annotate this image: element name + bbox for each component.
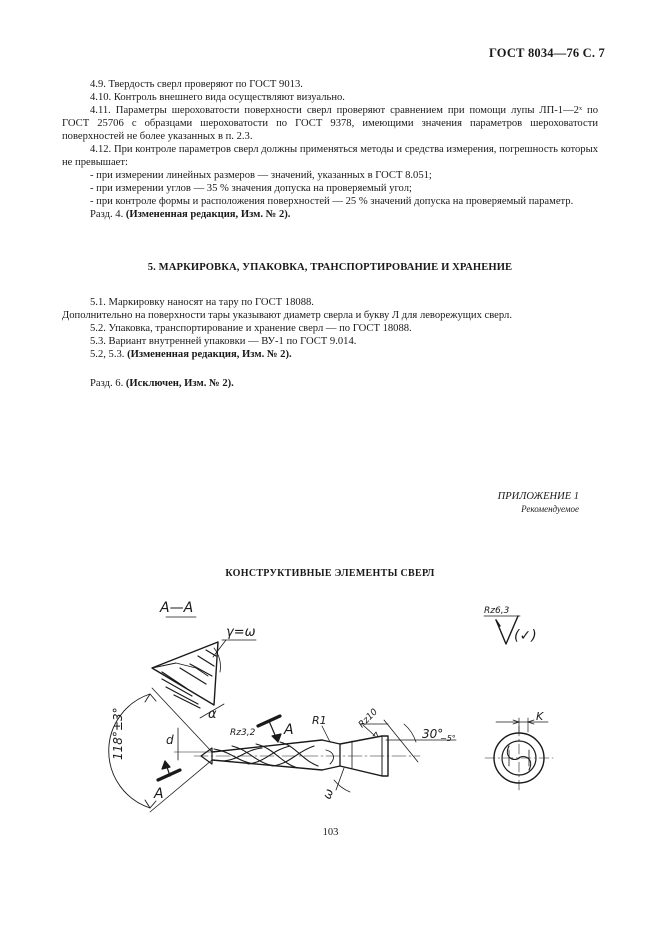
para-5-1: 5.1. Маркировку наносят на тару по ГОСТ 18088. (90, 297, 314, 308)
point-angle-label: 118°±3° (111, 707, 125, 760)
running-header: ГОСТ 8034—76 С. 7 (488, 46, 605, 60)
para-4-12: 4.12. При контроле параметров сверл должны применяться методы и средства измерения, погрешность которых не превышает: (62, 144, 598, 168)
bullet-item: - при измерении углов — 35 % значения допуска на проверяемый угол; (90, 183, 412, 194)
rz63-label: Rz6,3 (484, 606, 510, 616)
bullet-item: - при измерении линейных размеров — значений, указанных в ГОСТ 8.051; (90, 170, 432, 181)
alpha-label: α (208, 707, 217, 722)
roughness-paren-symbol: (✓) (514, 628, 537, 644)
section-a-bottom-label: А (154, 786, 164, 802)
r1-label: R1 (312, 714, 327, 727)
taper-angle-label: 30° (422, 727, 444, 741)
section-5-amendment: 5.2, 5.3. (Измененная редакция, Изм. № 2). (90, 349, 292, 360)
bullet-item: - при контроле формы и расположения поверхностей — 25 % значений допуска на проверяемый параметр. (90, 196, 574, 207)
rz10-label: Rz10 (357, 707, 380, 731)
gamma-label: γ=ω (226, 625, 256, 640)
section-a-a-label: А—А (160, 600, 194, 616)
para-4-11: 4.11. Параметры шероховатости поверхности сверл проверяют сравнением при помощи лупы ЛП-1—2ˣ по ГОСТ 25706 с образцами шероховатости по ГОСТ 9378, имеющими значения параметров шероховатости поверхностей не более указанных в п. 2.3. (62, 105, 598, 142)
section-5-title: 5. МАРКИРОВКА, УПАКОВКА, ТРАНСПОРТИРОВАНИЕ И ХРАНЕНИЕ (147, 262, 513, 273)
razd-4-amendment: Разд. 4. (Измененная редакция, Изм. № 2). (90, 209, 291, 220)
drill-body (194, 736, 420, 776)
para-4-10: 4.10. Контроль внешнего вида осуществляют визуально. (90, 92, 345, 103)
para-5-3: 5.3. Вариант внутренней упаковки — ВУ-1 по ГОСТ 9.014. (90, 336, 357, 347)
taper-tolerance-label: −5° (440, 734, 456, 743)
appendix-subtitle: Рекомендуемое (521, 504, 579, 514)
para-5-2: 5.2. Упаковка, транспортирование и хранение сверл — по ГОСТ 18088. (90, 323, 412, 334)
k-label: K (536, 710, 544, 723)
appendix-label: ПРИЛОЖЕНИЕ 1 (497, 491, 579, 502)
rz32-label: Rz3,2 (230, 728, 256, 738)
figure-title: КОНСТРУКТИВНЫЕ ЭЛЕМЕНТЫ СВЕРЛ (225, 568, 435, 579)
page-number: 103 (322, 827, 339, 838)
para-4-9: 4.9. Твердость сверл проверяют по ГОСТ 9013. (90, 79, 303, 90)
para-5-1-extra: Дополнительно на поверхности тары указывают диаметр сверла и букву Л для леворежущих сверл. (62, 310, 512, 321)
end-view-circle (485, 718, 553, 790)
razd-6-note: Разд. 6. (Исключен, Изм. № 2). (90, 378, 234, 389)
section-a-top-label: А (284, 722, 294, 738)
diameter-label: d (166, 733, 174, 747)
omega-label: ω (319, 786, 337, 802)
